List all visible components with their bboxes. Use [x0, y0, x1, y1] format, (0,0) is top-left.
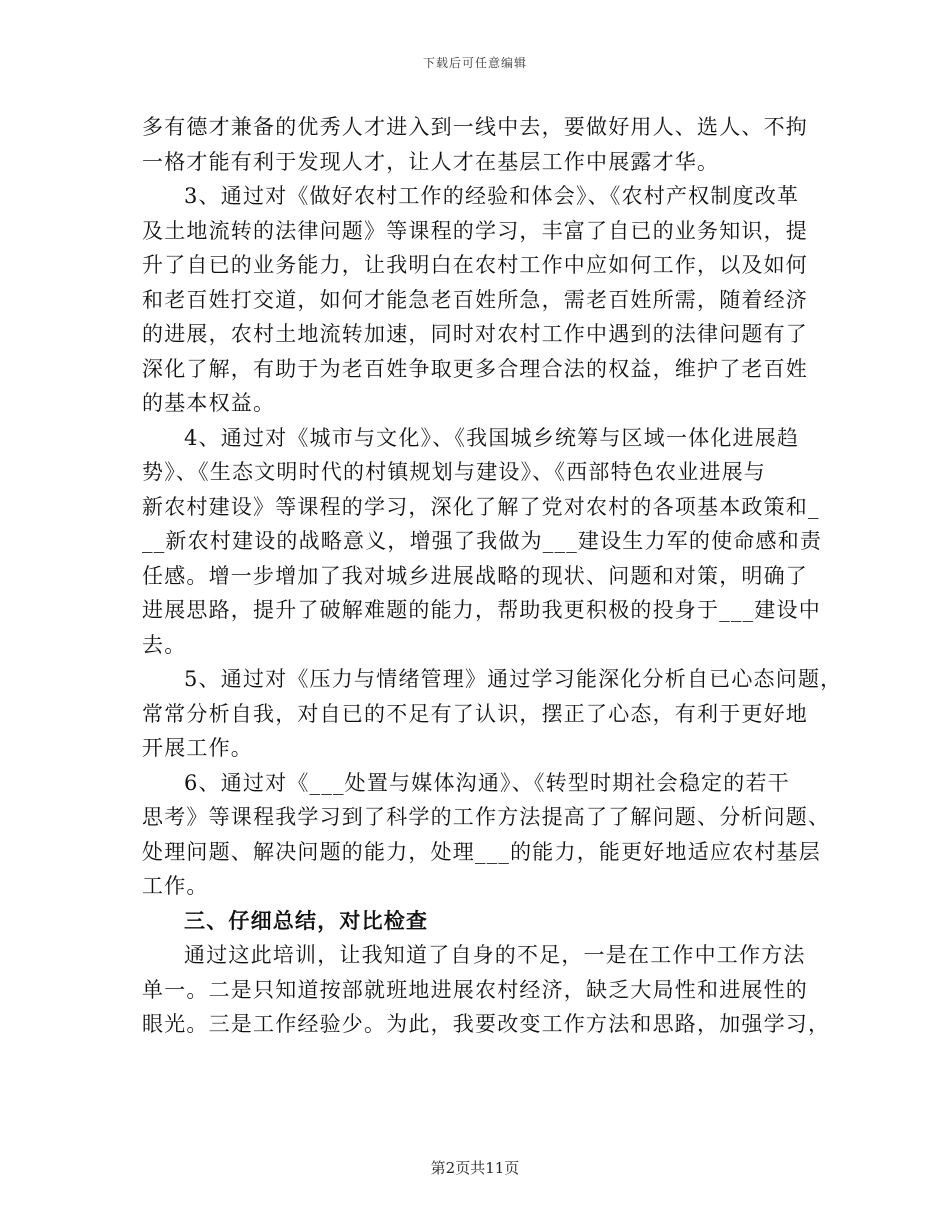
- paragraph-item-4: [142, 421, 822, 663]
- text-line: 深化了解，有助于为老百姓争取更多合理合法的权益，维护了老百姓: [142, 356, 808, 381]
- text-line: 一格才能有利于发现人才，让人才在基层工作中展露才华。: [142, 149, 720, 174]
- text-line: 工作。: [142, 874, 209, 898]
- text-line: 思考》等课程我学习到了科学的工作方法提高了了解问题、分析问题、: [142, 805, 831, 829]
- text-line: 的进展，农村土地流转加速，同时对农村工作中遇到的法律问题有了: [142, 322, 808, 346]
- section-heading: 三、仔细总结，对比检查: [184, 907, 429, 933]
- text-line: 单一。二是只知道按部就班地进展农村经济，缺乏大局性和进展性的: [142, 977, 808, 1002]
- text-line: 去。: [142, 632, 187, 657]
- paragraph-continuation: [142, 110, 822, 179]
- page-header: 下载后可任意编辑: [422, 56, 527, 70]
- text-line: 新农村建设》等课程的学习，深化了解了党对农村的各项基本政策和_: [142, 494, 820, 519]
- text-line: 的基本权益。: [142, 391, 276, 415]
- text-line: __新农村建设的战略意义，增强了我做为___建设生力军的使命感和责: [142, 529, 823, 553]
- paragraph-item-3: [142, 179, 822, 421]
- page-number: 第2页共11页: [430, 1159, 520, 1177]
- text-line: 常常分析自我，对自已的不足有了认识，摆正了心态，有利于更好地: [142, 701, 808, 726]
- text-line: 和老百姓打交道，如何才能急老百姓所急，需老百姓所需，随着经济: [142, 287, 808, 312]
- text-line: 3、通过对《做好农村工作的经验和体会》、《农村产权制度改革: [184, 184, 800, 208]
- text-line: 及土地流转的法律问题》等课程的学习，丰富了自已的业务知识，提: [142, 218, 808, 243]
- text-line: 处理问题、解决问题的能力，处理___的能力，能更好地适应农村基层: [142, 839, 821, 864]
- text-line: 眼光。三是工作经验少。为此，我要改变工作方法和思路，加强学习，: [142, 1012, 831, 1036]
- text-line: 通过这此培训，让我知道了自身的不足，一是在工作中工作方法: [184, 943, 806, 967]
- text-line: 开展工作。: [142, 736, 253, 760]
- text-line: 多有德才兼备的优秀人才进入到一线中去，要做好用人、选人、不拘: [142, 115, 808, 139]
- text-line: 进展思路，提升了破解难题的能力，帮助我更积极的投身于___建设中: [142, 598, 821, 622]
- text-line: 升了自已的业务能力，让我明白在农村工作中应如何工作，以及如何: [142, 253, 808, 277]
- paragraph-item-6: [142, 766, 831, 904]
- paragraph-summary: [142, 938, 831, 1042]
- paragraph-item-5: [142, 662, 843, 766]
- text-line: 4、通过对《城市与文化》、《我国城乡统筹与区域一体化进展趋: [184, 425, 800, 450]
- text-line: 6、通过对《___处置与媒体沟通》、《转型时期社会稳定的若干: [184, 770, 790, 795]
- text-line: 任感。增一步增加了我对城乡进展战略的现状、问题和对策，明确了: [142, 563, 808, 588]
- text-line: 势》、《生态文明时代的村镇规划与建设》、《西部特色农业进展与: [142, 460, 766, 484]
- text-line: 5、通过对《压力与情绪管理》通过学习能深化分析自已心态问题，: [184, 667, 843, 691]
- document-body: [142, 110, 843, 1042]
